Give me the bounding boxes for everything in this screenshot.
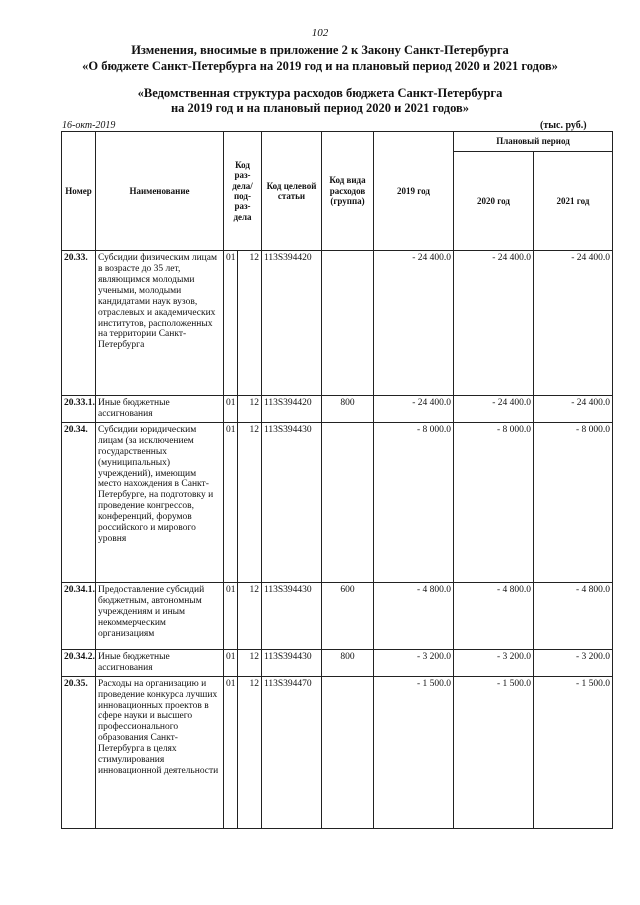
header-section: Код раз-дела/ под-раз-дела	[224, 132, 262, 251]
row-number: 20.33.	[62, 251, 96, 396]
table-row	[62, 396, 613, 423]
row-value-2020: - 24 400.0	[454, 251, 534, 396]
row-expense-code: 800	[322, 396, 374, 423]
table-row	[62, 251, 613, 396]
row-value-2021: - 1 500.0	[534, 676, 613, 828]
row-value-2021: - 4 800.0	[534, 582, 613, 649]
subtitle-line-2: на 2019 год и на плановый период 2020 и 2021 годов»	[170, 101, 470, 115]
header-expense-type: Код вида расходов (группа)	[322, 132, 374, 251]
row-subsection: 12	[238, 396, 262, 423]
row-target-code: 113S394430	[262, 422, 322, 582]
row-expense-code	[322, 422, 374, 582]
row-subsection: 12	[238, 676, 262, 828]
row-value-2019: - 4 800.0	[374, 582, 454, 649]
row-value-2019: - 24 400.0	[374, 251, 454, 396]
row-value-2020: - 8 000.0	[454, 422, 534, 582]
row-section: 01	[224, 422, 238, 582]
row-value-2021: - 24 400.0	[534, 251, 613, 396]
row-expense-code: 600	[322, 582, 374, 649]
row-number: 20.33.1.	[62, 396, 96, 423]
row-number: 20.34.1.	[62, 582, 96, 649]
row-value-2021: - 24 400.0	[534, 396, 613, 423]
row-value-2019: - 8 000.0	[374, 422, 454, 582]
title-line-1: Изменения, вносимые в приложение 2 к Закону Санкт-Петербурга	[131, 43, 509, 57]
title-line-2: «О бюджете Санкт-Петербурга на 2019 год и на плановый период 2020 и 2021 годов»	[82, 59, 558, 73]
row-subsection: 12	[238, 251, 262, 396]
row-expense-code	[322, 251, 374, 396]
subtitle-line-1: «Ведомственная структура расходов бюджета Санкт-Петербурга	[137, 86, 503, 100]
row-section: 01	[224, 396, 238, 423]
row-expense-code	[322, 676, 374, 828]
row-target-code: 113S394420	[262, 396, 322, 423]
row-section: 01	[224, 582, 238, 649]
row-value-2020: - 4 800.0	[454, 582, 534, 649]
row-value-2019: - 24 400.0	[374, 396, 454, 423]
row-value-2019: - 1 500.0	[374, 676, 454, 828]
table-row	[62, 649, 613, 676]
row-number: 20.34.	[62, 422, 96, 582]
row-section: 01	[224, 251, 238, 396]
header-name: Наименование	[96, 132, 224, 251]
row-target-code: 113S394470	[262, 676, 322, 828]
header-2021: 2021 год	[534, 152, 613, 251]
row-subsection: 12	[238, 582, 262, 649]
row-name: Расходы на организацию и проведение конкурса лучших инновационных проектов в сфере науки и высшего профессионального образования Санкт-Петербурга в целях стимулирования инновационной деятельности	[96, 676, 224, 828]
row-value-2021: - 3 200.0	[534, 649, 613, 676]
header-planned-period: Плановый период	[454, 132, 613, 152]
row-value-2020: - 1 500.0	[454, 676, 534, 828]
header-number: Номер	[62, 132, 96, 251]
header-2019: 2019 год	[374, 132, 454, 251]
row-subsection: 12	[238, 649, 262, 676]
row-number: 20.34.2.	[62, 649, 96, 676]
expense-structure-table	[61, 131, 613, 829]
row-value-2021: - 8 000.0	[534, 422, 613, 582]
header-target: Код целевой статьи	[262, 132, 322, 251]
table-row	[62, 676, 613, 828]
row-name: Иные бюджетные ассигнования	[96, 396, 224, 423]
header-2020: 2020 год	[454, 152, 534, 251]
table-row	[62, 582, 613, 649]
row-target-code: 113S394420	[262, 251, 322, 396]
table-row	[62, 422, 613, 582]
row-section: 01	[224, 649, 238, 676]
row-target-code: 113S394430	[262, 582, 322, 649]
row-name: Субсидии юридическим лицам (за исключением государственных (муниципальных) учреждений), имеющим место нахождения в Санкт-Петербурге, на подготовку и проведение конгрессов, конференций, форумов российского и мирового уровня	[96, 422, 224, 582]
row-target-code: 113S394430	[262, 649, 322, 676]
document-date: 16-окт-2019	[62, 120, 116, 131]
page-number: 102	[311, 27, 329, 39]
units-label: (тыс. руб.)	[540, 120, 587, 131]
row-expense-code: 800	[322, 649, 374, 676]
row-value-2020: - 3 200.0	[454, 649, 534, 676]
row-value-2019: - 3 200.0	[374, 649, 454, 676]
row-section: 01	[224, 676, 238, 828]
row-number: 20.35.	[62, 676, 96, 828]
row-name: Субсидии физическим лицам в возрасте до 35 лет, являющимся молодыми учеными, молодыми кандидатами наук вузов, отраслевых и академических институтов, расположенных на территории Санкт-Петербурга	[96, 251, 224, 396]
row-value-2020: - 24 400.0	[454, 396, 534, 423]
row-name: Предоставление субсидий бюджетным, автономным учреждениям и иным некоммерческим организациям	[96, 582, 224, 649]
row-name: Иные бюджетные ассигнования	[96, 649, 224, 676]
row-subsection: 12	[238, 422, 262, 582]
